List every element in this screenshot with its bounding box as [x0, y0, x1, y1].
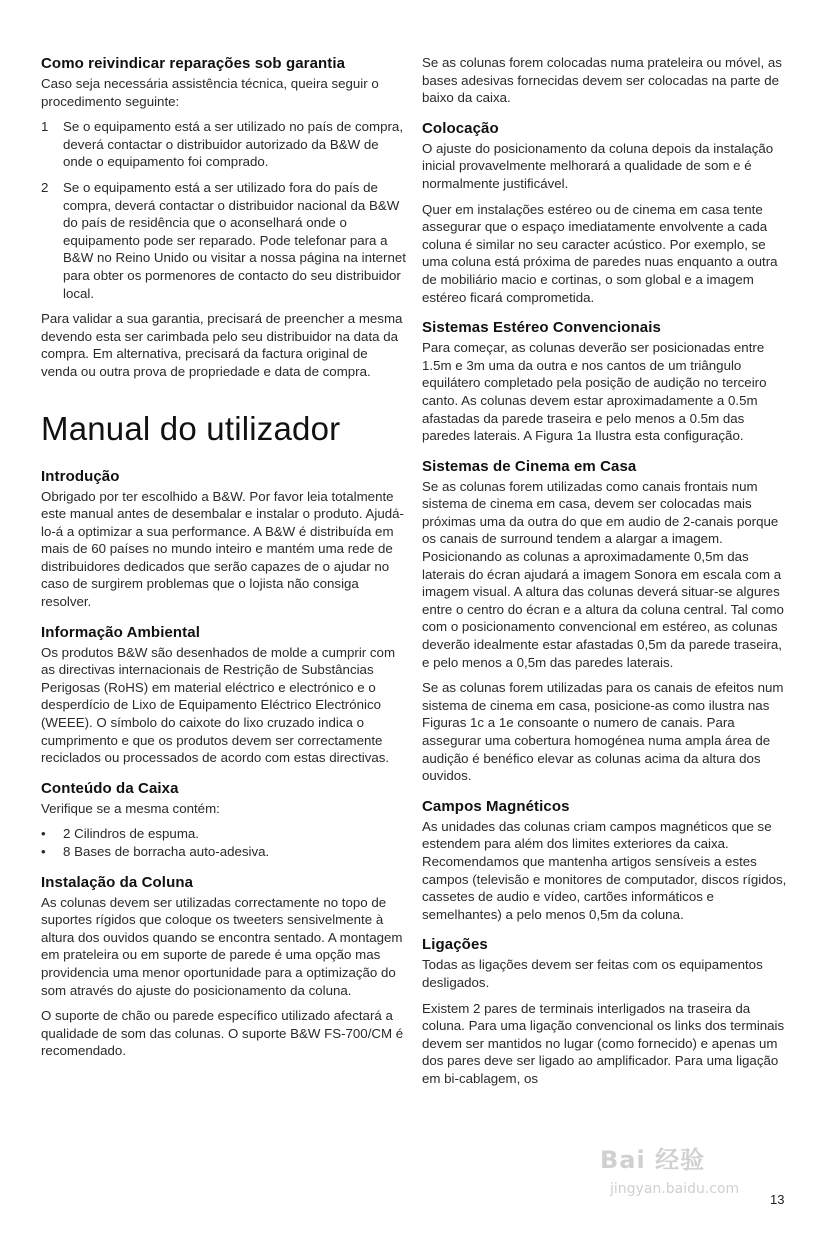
stereo-heading: Sistemas Estéreo Convencionais: [422, 319, 661, 337]
page-number: 13: [770, 1192, 785, 1207]
intro-section: [41, 467, 407, 611]
contents-intro: Verifique se a mesma contém:: [41, 800, 220, 816]
warranty-steps: [41, 118, 407, 302]
contents-heading: Conteúdo da Caixa: [41, 779, 179, 797]
watermark-url: jingyan.baidu.com: [610, 1181, 740, 1197]
magnetic-heading: Campos Magnéticos: [422, 797, 570, 815]
placement-paragraph-2: Quer em instalações estéreo ou de cinema em casa tente assegurar que o espaço imediatamente envolvente a cada coluna é similar no seu caracter acústico. Por exemplo, se uma coluna está próxima de paredes nuas enquanto a outra de mobiliário macio e cortinas, o som global e a imagem estéreo ficará comprometida.: [422, 201, 778, 305]
environment-heading: Informação Ambiental: [41, 623, 200, 641]
installation-section: [41, 873, 407, 1060]
cinema-paragraph-2: Se as colunas forem utilizadas para os canais de efeitos num sistema de cinema em casa, posicione-as como ilustra nas Figuras 1c a 1e consoante o numero de canais. Para assegurar uma cobertura homogénea numa ampla área de audição é benéfico elevar as colunas acima da altura dos ouvidos.: [422, 680, 784, 784]
manual-title: Manual do utilizador: [41, 409, 341, 447]
connections-heading: Ligações: [422, 936, 488, 954]
installation-paragraph-1: As colunas devem ser utilizadas correctamente no topo de suportes rígidos que coloque os tweeters sensivelmente à altura dos ouvidos quando se encontra sentado. A montagem em prateleira ou em suporte de parede é uma opção mas providencia uma menor oportunidade para a optimização do som através do ajuste do posicionamento da coluna.: [41, 894, 403, 998]
list-item: [41, 118, 407, 171]
installation-paragraph-2: O suporte de chão ou parede específico utilizado afectará a qualidade de som das colunas. O suporte B&W FS-700/CM é recomendado.: [41, 1008, 404, 1059]
watermark: [600, 1140, 780, 1197]
intro-text: Obrigado por ter escolhido a B&W. Por favor leia totalmente este manual antes de desembalar e instalar o produto. Ajudá-lo-á a optimizar a sua performance. A B&W é distribuída em mais de 60 países no mundo inteiro e mantém uma rede de distribuidores dedicados que serão capazes de o ajudar no caso de surgirem problemas que o lojista não consiga resolver.: [41, 488, 404, 610]
stereo-text: Para começar, as colunas deverão ser posicionadas entre 1.5m e 3m uma da outra e nos cantos de um triângulo equilátero completado pela posição de audição no terceiro canto. As colunas devem estar aproximadamente a 0.5m afastadas da parede traseira e pelo menos a 0.5m das paredes laterais. A Figura 1a Ilustra esta configuração.: [422, 340, 767, 444]
list-number: 1: [41, 119, 49, 135]
environment-text: Os produtos B&W são desenhados de molde a cumprir com as directivas internacionais de Restrição de Substâncias Perigosas (RoHS) em material eléctrico e electrónico e o desperdício de Lixo de Equipamento Eléctrico Electrónico (WEEE). O símbolo do caixote do lixo cruzado indica o cumprimento e que os produtos devem ser correctamente reciclados ou processados de acordo com estas directivas.: [41, 644, 396, 766]
warranty-section: [41, 54, 407, 381]
contents-list: [41, 825, 407, 860]
placement-heading: Colocação: [422, 119, 499, 137]
cinema-heading: Sistemas de Cinema em Casa: [422, 457, 637, 475]
list-item: [41, 825, 407, 843]
connections-paragraph-1: Todas as ligações devem ser feitas com os equipamentos desligados.: [422, 957, 763, 990]
magnetic-section: [422, 797, 790, 924]
right-column: [422, 54, 790, 1100]
bullet-marker: •: [41, 826, 46, 842]
list-item-text: Se o equipamento está a ser utilizado fora do país de compra, deverá contactar o distribuidor nacional da B&W do país de residência que o aconselhará onde o equipamento pode ser reparado. Pode telefonar para a B&W no Reino Unido ou visitar a nossa página na internet para obter os pormenores de contacto do seu distribuidor local.: [63, 179, 406, 301]
magnetic-text: As unidades das colunas criam campos magnéticos que se estendem para além dos limites exteriores da caixa. Recomendamos que mantenha artigos sensíveis a estes campos (televisão e monitores de computador, discos rígidos, cassetes de audio e vídeo, cartões informáticos e semelhantes) a pelo menos 0,5m da coluna.: [422, 818, 787, 922]
warranty-closing: Para validar a sua garantia, precisará de preencher a mesma devendo esta ser carimbada pelo seu distribuidor na data da compra. Em alternativa, precisará da factura original de venda ou outra prova de propriedade e data de compra.: [41, 311, 403, 379]
placement-section: [422, 119, 790, 306]
list-item-text: 2 Cilindros de espuma.: [63, 826, 199, 842]
intro-heading: Introdução: [41, 467, 120, 485]
left-column: [41, 54, 407, 1072]
installation-heading: Instalação da Coluna: [41, 873, 194, 891]
cinema-paragraph-1: Se as colunas forem utilizadas como canais frontais num sistema de cinema em casa, devem ser colocadas mais próximas uma da outra do que em audio de 2-canais porque os canais de surround tendem a alargar a imagem. Posicionando as colunas a aproximadamente 0,5m das laterais do écran ajudará a imagem Sonora em escala com a imagem visual. A altura das colunas deverá situar-se algures entre o centro do écran e a altura da coluna central. Tal como com o posicionamento convencional em estéreo, as colunas deverão idealmente estar afastadas 0,5m da parede traseira, e pelo menos a 0,5m das paredes laterais.: [422, 478, 784, 670]
warranty-heading: Como reivindicar reparações sob garantia: [41, 55, 346, 72]
list-item: [41, 843, 407, 861]
cinema-section: [422, 457, 790, 785]
connections-paragraph-2: Existem 2 pares de terminais interligados na traseira da coluna. Para uma ligação convencional os links dos terminais devem ser mantidos no lugar (como fornecido) e apenas um dos pares deve ser ligado ao amplificador. Para uma ligação em bi-cablagem, os: [422, 1000, 785, 1086]
shelf-note: Se as colunas forem colocadas numa prateleira ou móvel, as bases adesivas fornecidas devem ser colocadas na parte de baixo da caixa.: [422, 55, 782, 106]
connections-section: [422, 935, 790, 1087]
warranty-intro: Caso seja necessária assistência técnica, queira seguir o procedimento seguinte:: [41, 76, 379, 109]
contents-section: [41, 779, 407, 861]
list-item: [41, 179, 407, 302]
environment-section: [41, 623, 407, 767]
stereo-section: [422, 318, 790, 445]
placement-paragraph-1: O ajuste do posicionamento da coluna depois da instalação inicial provavelmente melhorará a qualidade de som e é normalmente justificável.: [422, 140, 774, 191]
list-item-text: Se o equipamento está a ser utilizado no país de compra, deverá contactar o distribuidor autorizado da B&W de onde o equipamento foi comprado.: [63, 119, 404, 170]
shelf-note-section: [422, 54, 790, 107]
list-item-text: 8 Bases de borracha auto-adesiva.: [63, 844, 270, 859]
list-number: 2: [41, 179, 49, 195]
bullet-marker: •: [41, 844, 46, 859]
watermark-logo: Bai 经验: [600, 1146, 706, 1174]
